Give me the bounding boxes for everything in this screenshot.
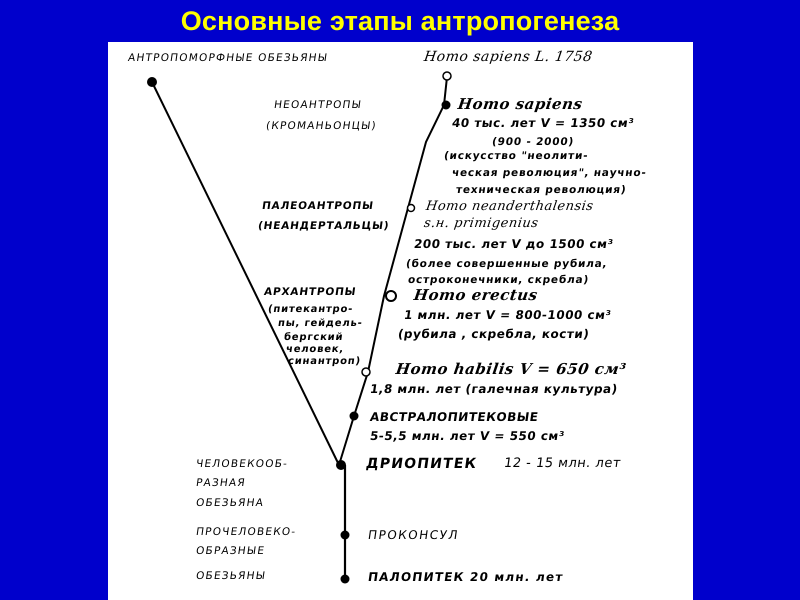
label-neanderthal-tools-2: остроконечники, скребла) bbox=[407, 274, 590, 286]
node-dryopithecus bbox=[336, 460, 346, 470]
label-cromagnons: (КРОМАНЬОНЦЫ) bbox=[265, 120, 378, 132]
node-australopithecines bbox=[350, 412, 359, 421]
label-prehumanoid-apes-2: ОБРАЗНЫЕ bbox=[195, 545, 266, 557]
label-homo-sapiens-range: (900 - 2000) bbox=[491, 136, 575, 148]
ape-branch-line bbox=[152, 82, 339, 465]
label-manlike-ape-1: ЧЕЛОВЕКООБ- bbox=[195, 458, 289, 470]
label-neoanthropes: НЕОАНТРОПЫ bbox=[273, 99, 363, 111]
label-australopithecines-age: 5-5,5 млн. лет V = 550 см³ bbox=[369, 429, 566, 443]
label-archanthropes-detail-4: человек, bbox=[285, 344, 345, 355]
node-paleopithecus bbox=[341, 575, 350, 584]
label-habilis-age: 1,8 млн. лет (галечная культура) bbox=[369, 382, 619, 396]
label-primigenius: s.н. primigenius bbox=[422, 216, 540, 231]
label-dryopithecus: ДРИОПИТЕК bbox=[364, 456, 479, 472]
node-anthropoids bbox=[147, 77, 157, 87]
label-australopithecines: АВСТРАЛОПИТЕКОВЫЕ bbox=[369, 410, 540, 424]
node-homo-sapiens-linn bbox=[443, 72, 451, 80]
label-paleoanthropes: ПАЛЕОАНТРОПЫ bbox=[261, 200, 375, 212]
node-homo-sapiens bbox=[442, 101, 451, 110]
label-anthropoid-apes: АНТРОПОМОРФНЫЕ ОБЕЗЬЯНЫ bbox=[127, 52, 330, 64]
label-homo-neanderthalensis: Homo neanderthalensis bbox=[424, 199, 595, 214]
label-archanthropes-detail-2: пы, гейдель- bbox=[277, 318, 364, 329]
label-prehumanoid-apes-1: ПРОЧЕЛОВЕКО- bbox=[195, 526, 298, 538]
label-homo-erectus: Homo erectus bbox=[412, 286, 539, 304]
slide-title: Основные этапы антропогенеза bbox=[180, 6, 620, 36]
label-homo-sapiens-age: 40 тыс. лет V = 1350 см³ bbox=[451, 116, 636, 130]
label-archanthropes-detail-3: бергский bbox=[283, 332, 345, 343]
label-neanderthals: (НЕАНДЕРТАЛЬЦЫ) bbox=[257, 220, 391, 232]
label-paleopithecus: ПАЛОПИТЕК 20 млн. лет bbox=[367, 570, 565, 584]
label-erectus-age: 1 млн. лет V = 800-1000 см³ bbox=[403, 308, 613, 322]
diagram-sheet bbox=[108, 42, 693, 600]
label-proconsul: ПРОКОНСУЛ bbox=[367, 528, 460, 542]
label-manlike-ape-2: РАЗНАЯ bbox=[195, 477, 247, 489]
label-dryopithecus-age: 12 - 15 млн. лет bbox=[502, 456, 622, 471]
label-homo-sapiens-culture-1: (искусство "неолити- bbox=[443, 150, 590, 162]
node-habilis bbox=[362, 368, 370, 376]
hominid-branch-line bbox=[339, 77, 447, 465]
label-homo-sapiens-linnaeus: Homo sapiens L. 1758 bbox=[422, 49, 594, 65]
node-erectus bbox=[386, 291, 396, 301]
label-homo-sapiens-culture-3: техническая революция) bbox=[455, 184, 628, 196]
node-neanderthal bbox=[408, 205, 415, 212]
label-neanderthal-age: 200 тыс. лет V до 1500 см³ bbox=[413, 237, 615, 251]
label-erectus-tools: (рубила , скребла, кости) bbox=[397, 327, 591, 341]
label-neanderthal-tools-1: (более совершенные рубила, bbox=[405, 258, 609, 270]
label-archanthropes-detail-1: (питекантро- bbox=[267, 304, 354, 315]
label-prehumanoid-apes-3: ОБЕЗЬЯНЫ bbox=[195, 570, 267, 582]
node-proconsul bbox=[341, 531, 350, 540]
label-archanthropes: АРХАНТРОПЫ bbox=[263, 286, 358, 298]
label-homo-sapiens-culture-2: ческая революция", научно- bbox=[451, 167, 648, 179]
label-archanthropes-detail-5: синантроп) bbox=[287, 356, 362, 367]
label-manlike-ape-3: ОБЕЗЬЯНА bbox=[195, 497, 265, 509]
label-homo-habilis: Homo habilis V = 650 см³ bbox=[394, 360, 628, 378]
label-homo-sapiens: Homo sapiens bbox=[456, 95, 584, 113]
